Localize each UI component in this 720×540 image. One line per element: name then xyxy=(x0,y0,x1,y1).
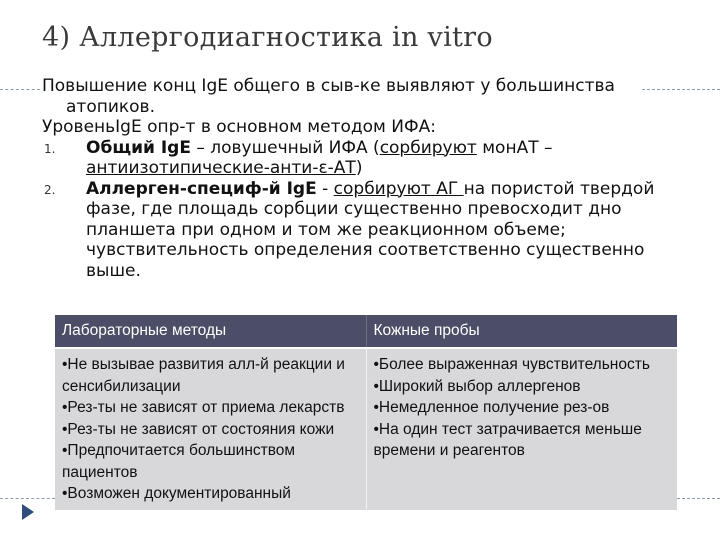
comparison-table xyxy=(55,315,677,510)
list-item: •Возможен документированный xyxy=(62,485,291,502)
item-text: – ловушечный ИФА ( xyxy=(190,137,380,158)
paragraph-ige-method: УровеньIgE опр-т в основном методом ИФА: xyxy=(42,117,436,137)
list-item: •Рез-ты не зависят от состояния кожи xyxy=(62,420,335,438)
list-item: •На один тест затрачивается меньше времени и реагентов xyxy=(373,420,642,459)
slide-title: 4) Аллергодиагностика in vitro xyxy=(42,22,493,53)
dashed-rule-bottom-right xyxy=(677,498,720,499)
item-term: Общий IgE xyxy=(86,137,191,158)
list-item: •Более выраженная чувствительность xyxy=(373,356,650,373)
list-number: 2. xyxy=(44,182,56,197)
slide-body xyxy=(42,76,672,281)
list-item: •Немедленное получение рез-ов xyxy=(373,399,610,416)
header-skin-tests: Кожные пробы xyxy=(366,315,677,347)
paragraph-ige-total: Повышение конц IgE общего в сыв-ке выявляют у большинства атопиков. xyxy=(42,76,615,117)
cell-lab-methods xyxy=(55,349,366,510)
dashed-rule-left xyxy=(0,89,40,90)
play-arrow-icon[interactable] xyxy=(20,502,36,522)
item-term: Аллерген-специф-й IgE xyxy=(86,178,317,199)
list-item: •Не вызывае развития алл-й реакции и сенсибилизации xyxy=(62,356,345,395)
list-item-specific-ige xyxy=(42,179,672,282)
list-item: •Предпочитается большинством пациентов xyxy=(62,442,296,481)
item-text: - xyxy=(316,178,334,199)
list-item-total-ige xyxy=(42,138,672,179)
table-row xyxy=(55,349,677,510)
item-text: ) xyxy=(355,158,363,178)
item-text: на пористой твердой фазе, где площадь сорбции существенно превосходит дно планшета при одном и том же реакционном объеме; чувствительность определения соответственно существенно выше. xyxy=(86,178,655,281)
table-header-row xyxy=(55,315,677,347)
item-underlined: антиизотипические-анти-ε-АТ xyxy=(86,158,356,178)
item-text: монАТ – xyxy=(476,137,553,158)
cell-skin-tests xyxy=(366,349,677,510)
item-underlined: сорбируют xyxy=(379,137,477,158)
list-number: 1. xyxy=(44,141,56,156)
header-lab-methods: Лабораторные методы xyxy=(55,315,366,347)
dashed-rule-bottom-left xyxy=(0,498,55,499)
item-underlined: сорбируют АГ xyxy=(333,178,464,199)
list-item: •Широкий выбор аллергенов xyxy=(373,377,581,395)
list-item: •Рез-ты не зависят от приема лекарств xyxy=(62,399,345,416)
